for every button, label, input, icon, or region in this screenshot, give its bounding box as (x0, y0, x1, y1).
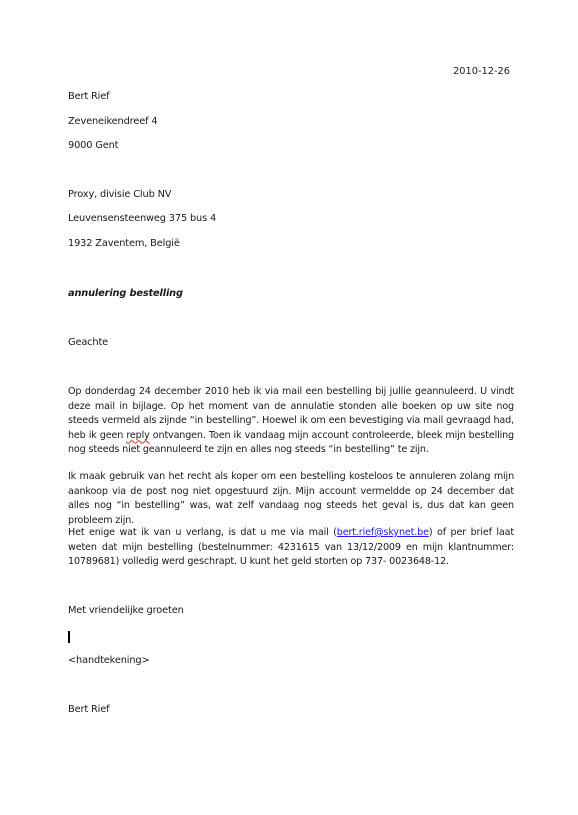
letter-subject: annulering bestelling (68, 288, 183, 299)
signature-name: Bert Rief (68, 704, 110, 715)
recipient-street: Leuvensensteenweg 375 bus 4 (68, 213, 217, 224)
recipient-city: 1932 Zaventem, België (68, 238, 180, 249)
sender-city: 9000 Gent (68, 140, 119, 151)
salutation: Geachte (68, 337, 109, 348)
spellcheck-word[interactable]: reply (126, 429, 150, 441)
recipient-company: Proxy, divisie Club NV (68, 189, 172, 200)
email-link[interactable]: bert.rief@skynet.be (336, 527, 429, 538)
body-paragraph-1 (68, 385, 514, 458)
text-cursor (68, 631, 70, 643)
signature-placeholder: <handtekening> (68, 655, 150, 666)
body-paragraph-2: Ik maak gebruik van het recht als koper om een bestelling kosteloos te annuleren zolang mijn aankoop via de post nog niet opgestuurd zijn. Mijn account vermeldde op 24 december dat alles nog “in bestelling” was, wat zelf vandaag nog steeds het geval is, dus dat kan geen probleem zijn. (68, 471, 514, 526)
paragraph-3-text-before: Het enige wat ik van u verlang, is dat u me via mail ( (68, 527, 337, 538)
closing: Met vriendelijke groeten (68, 605, 184, 616)
paragraph-3-text-after: ) of per brief laat weten dat mijn bestelling (bestelnummer: 4231615 van 13/12/2009 en mijn klantnummer: 10789681) volledig werd geschrapt. U kunt het geld storten op 737- 0023648-12. (68, 527, 514, 567)
body-paragraph-3 (68, 526, 514, 570)
paragraph-1-text-before: Op donderdag 24 december 2010 heb ik via mail een bestelling bij jullie geannuleerd. U vindt deze mail in bijlage. Op het moment van de annulatie stonden alle boeken op uw site nog steeds vermeld als zijnde “in bestelling”. Hoewel ik om een bevestiging via mail gevraagd had, heb ik geen (68, 386, 514, 441)
sender-street: Zeveneikendreef 4 (68, 116, 158, 127)
sender-name: Bert Rief (68, 91, 110, 102)
paragraph-1-text-after: ontvangen. Toen ik vandaag mijn account controleerde, bleek mijn bestelling nog steeds niet geannuleerd te zijn en alles nog steeds “in bestelling” te zijn. (68, 429, 514, 455)
letter-date: 2010-12-26 (453, 66, 510, 77)
